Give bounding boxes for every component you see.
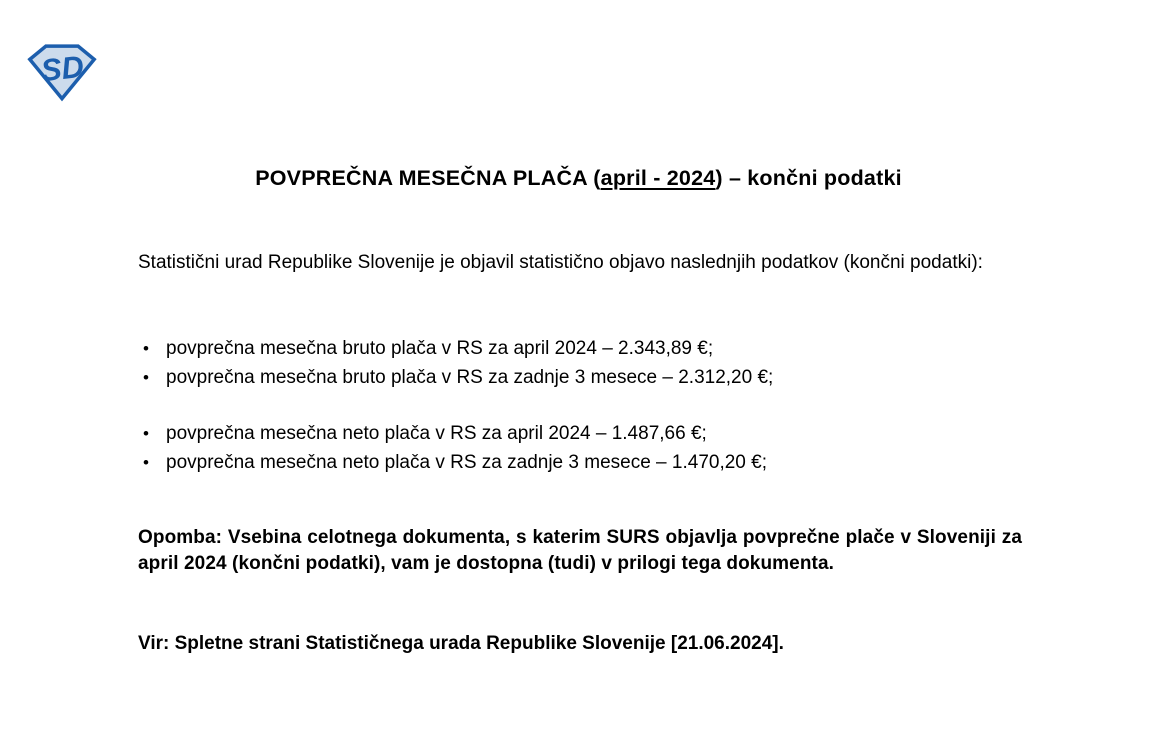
page-title — [0, 166, 1157, 191]
title-pre: POVPREČNA MESEČNA PLAČA ( — [255, 166, 601, 190]
bullet-text-neto-april: povprečna mesečna neto plača v RS za april 2024 – 1.487,66 €; — [166, 423, 707, 444]
bullet-list-neto — [138, 419, 1022, 477]
list-item — [138, 363, 1022, 392]
bullet-icon: • — [143, 368, 149, 387]
sd-shield-icon — [27, 42, 97, 102]
sd-shield-logo — [27, 42, 97, 102]
bullet-icon: • — [143, 424, 149, 443]
intro-paragraph: Statistični urad Republike Slovenije je objavil statistično objavo naslednjih podatkov (končni podatki): — [138, 252, 983, 273]
bullet-text-bruto-3-mesece: povprečna mesečna bruto plača v RS za zadnje 3 mesece – 2.312,20 €; — [166, 367, 774, 388]
list-item — [138, 334, 1022, 363]
source-line: Vir: Spletne strani Statističnega urada Republike Slovenije [21.06.2024]. — [138, 633, 784, 654]
title-underlined-date: april - 2024 — [600, 166, 716, 190]
list-item — [138, 448, 1022, 477]
bullet-text-bruto-april: povprečna mesečna bruto plača v RS za april 2024 – 2.343,89 €; — [166, 338, 714, 359]
title-post: ) – končni podatki — [715, 166, 902, 190]
bullet-list-bruto — [138, 334, 1022, 392]
list-item — [138, 419, 1022, 448]
note-paragraph: Opomba: Vsebina celotnega dokumenta, s katerim SURS objavlja povprečne plače v Sloveniji za april 2024 (končni podatki), vam je dostopna (tudi) v prilogi tega dokumenta. — [138, 527, 1022, 574]
bullet-icon: • — [143, 339, 149, 358]
bullet-icon: • — [143, 453, 149, 472]
bullet-text-neto-3-mesece: povprečna mesečna neto plača v RS za zadnje 3 mesece – 1.470,20 €; — [166, 452, 767, 473]
logo-letters: SD — [39, 48, 86, 89]
